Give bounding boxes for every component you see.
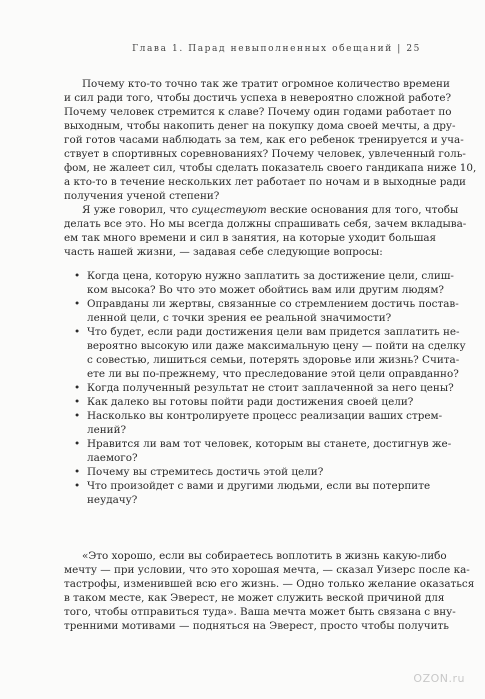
paragraph-1 [64, 77, 477, 203]
text-line: вероятно высокую или даже максимальную цену — пойти на сделку [87, 340, 466, 352]
list-item [74, 437, 452, 465]
text-line: • Что будет, если ради достижения цели вам придется заплатить не- [74, 326, 460, 338]
running-header: Глава 1. Парад невыполненных обещаний | 25 [132, 44, 421, 54]
text-line: • Оправданы ли жертвы, связанные со стремлением достичь постав- [74, 298, 459, 310]
text-line: ем так много времени и сил в занятия, на которые уходит большая [64, 232, 437, 244]
list-item [74, 381, 454, 395]
text-line: а кто-то в течение нескольких лет работает по ночам и в выходные ради [64, 176, 466, 188]
list-item [74, 465, 421, 479]
emphasis-text: существуют [191, 204, 267, 216]
text-line: фом, не жалеет сил, чтобы сделать показатель своего гандикапа ниже 10, [64, 162, 477, 174]
text-line: • Нравится ли вам тот человек, которым вы станете, достигнув же- [74, 438, 452, 450]
text-line: лаемого? [87, 452, 138, 464]
list-item [74, 325, 466, 381]
text-line: • Как далеко вы готовы пойти ради достижения своей цели? [74, 396, 414, 408]
text-line: часть нашей жизни, — задавая себе следующие вопросы: [64, 246, 383, 258]
list-item [74, 395, 421, 409]
text-line: ком высока? Во что это может обойтись вам или другим людям? [87, 284, 444, 296]
text-line: ствует в спортивных соревнованиях? Почему человек, увлеченный голь- [64, 148, 466, 160]
text-line: и сил ради того, чтобы достичь успеха в невероятно сложной работе? [64, 92, 452, 104]
bullet-icon: • [74, 410, 81, 422]
text-line: Почему человек стремится к славе? Почему один годами работает по [64, 106, 452, 118]
text-line: неудачу? [87, 494, 138, 506]
text-line: • Почему вы стремитесь достичь этой цели? [74, 466, 324, 478]
list-item [74, 297, 459, 325]
watermark: OZON.ru [413, 672, 465, 685]
list-item [74, 409, 443, 437]
bullet-icon: • [74, 326, 81, 338]
text-line: «Это хорошо, если вы собираетесь воплотить в жизнь какую-либо [82, 550, 447, 562]
text-line: • Когда цена, которую нужно заплатить за достижение цели, слиш- [74, 270, 454, 282]
text-line: с совестью, лишиться семьи, потерять здоровье или жизнь? Счита- [87, 354, 460, 366]
paragraph-2 [64, 203, 467, 259]
text-line: гой готов часами наблюдать за тем, как его ребенок тренируется и уча- [64, 134, 464, 146]
bullet-icon: • [74, 270, 81, 282]
text-line: в таком месте, как Эверест, не может служить веской причиной для [64, 592, 445, 604]
bullet-icon: • [74, 466, 81, 478]
text-line: • Когда полученный результат не стоит заплаченной за него цены? [74, 382, 454, 394]
text-line: выходным, чтобы накопить денег на покупку дома своей мечты, а дру- [64, 120, 456, 132]
bullet-icon: • [74, 396, 81, 408]
bullet-icon: • [74, 382, 81, 394]
text-line: ленной цели, с точки зрения ее реальной значимости? [87, 312, 392, 324]
list-item [74, 479, 431, 507]
list-item [74, 269, 454, 297]
text-line: Почему кто-то точно так же тратит огромное количество времени [82, 78, 450, 90]
text-line: делать все это. Но мы всегда должны спрашивать себя, зачем вкладыва- [64, 218, 467, 230]
text-line: того, чтобы отправиться туда». Ваша мечта может быть связана с вну- [64, 606, 456, 618]
question-list [74, 269, 466, 507]
bullet-icon: • [74, 438, 81, 450]
text-line: • Что произойдет с вами и другими людьми, если вы потерпите [74, 480, 431, 492]
text-line: тренними мотивами — подняться на Эверест, просто чтобы получить [64, 620, 449, 632]
text-line: ете ли вы по-прежнему, что преследование этой цели оправданно? [87, 368, 459, 380]
text-line: тастрофы, изменившей всю его жизнь. — Одно только желание оказаться [64, 578, 475, 590]
bullet-icon: • [74, 480, 81, 492]
text-line: Я уже говорил, что существуют веские основания для того, чтобы [82, 204, 459, 216]
text-line: мечту — при условии, что это хорошая мечта, — сказал Уизерс после ка- [64, 564, 470, 576]
text-line: • Насколько вы контролируете процесс реализации ваших стрем- [74, 410, 443, 422]
text-line: лений? [87, 424, 127, 436]
text-line: получения ученой степени? [64, 190, 220, 202]
bullet-icon: • [74, 298, 81, 310]
paragraph-3 [64, 549, 475, 633]
